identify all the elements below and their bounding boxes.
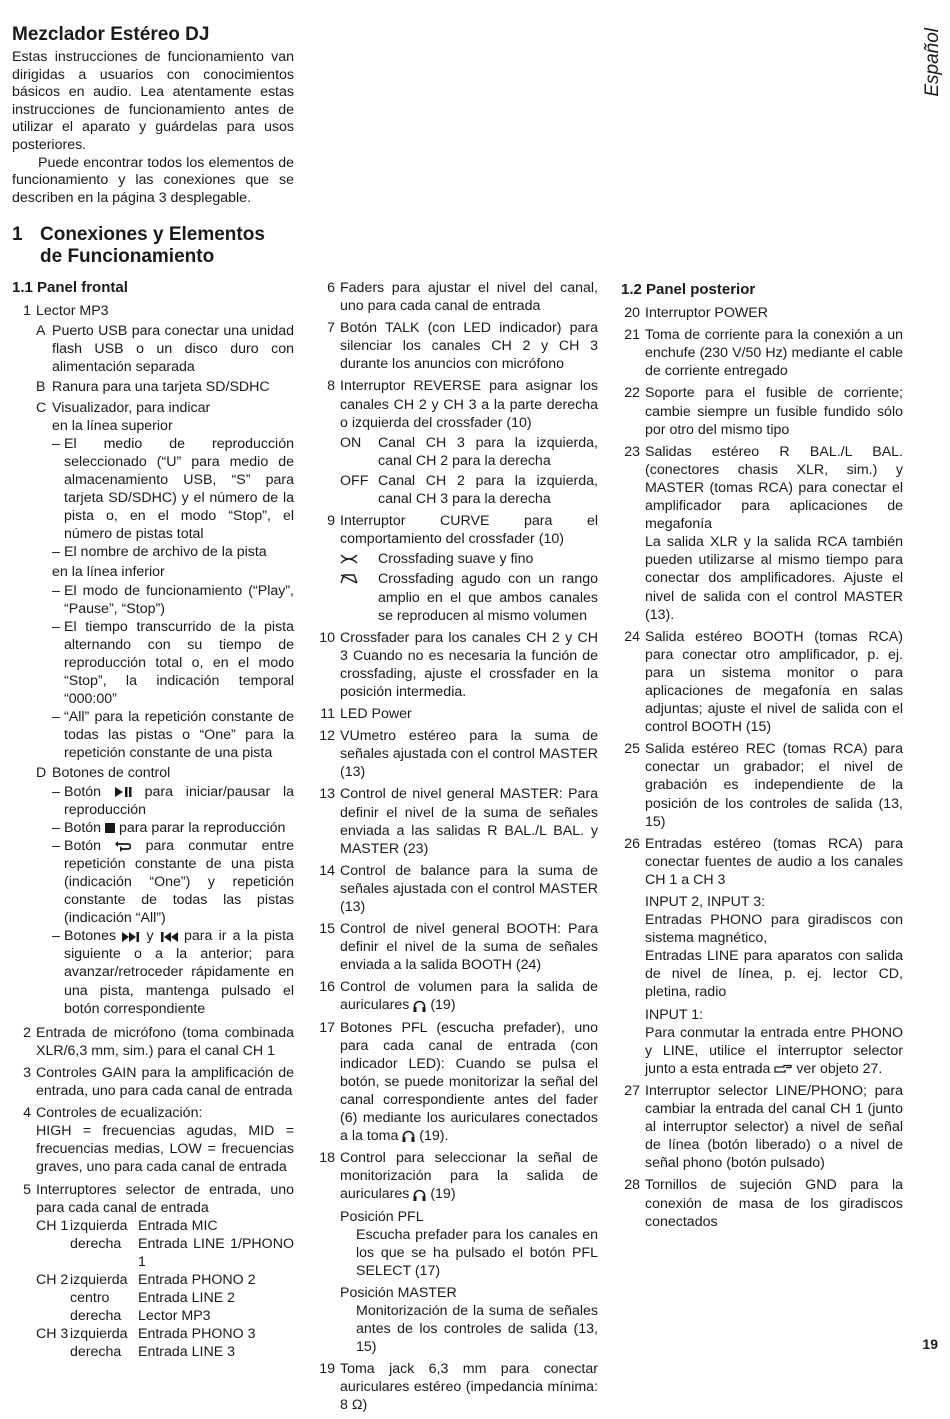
next-track-icon (122, 932, 140, 942)
item-1: 1 Lector MP3 A Puerto USB para conectar una unidad flash USB o un disco duro con alimentación separada B Ranura para una tarjeta SD/SDHC C Visualizador, para indicar en la línea superior – El medio de reproducción seleccionado (“U” para medio de almacenamiento USB, “S” para tarjeta SD/SDHC) y el número de la pista o, en el modo “Stop”, el número de pistas total – El nombre de archivo de la pista en la línea inferior – El modo de funcionamiento (“Play”, “Pause”, “Stop”) – El tiempo transcurrido de la pista alternando con su tiempo de reproducción total o, en el modo “Stop”, la indicación temporal “000:00” – “All” para la repetición constante de todas las pistas o “One” para la repetición constante de una pista D Botones de control – Botón para iniciar/pausar la reproducción – Botón para parar la reproducción – Botón para conmutar entre repetición constante de una pista (indicación “One”) y repetición constante de todas las pistas (indicación “All”) – Botones y para ir a la pista siguiente o a la anterior; para avanzar/retroceder rápidamente en una pista, mantenga pulsado el botón correspondiente (23, 303, 294, 1017)
table-cell: CH 3 (36, 1326, 69, 1343)
item-27: 27 Interruptor selector LINE/PHONO; para cambiar la entrada del canal CH 1 (junto al interruptor selector) a nivel de señal de línea (botón liberado) o a nivel de señal phono (botón pulsado) (624, 1082, 903, 1172)
column-1 (12, 279, 294, 1365)
table-cell: izquierda (70, 1326, 128, 1343)
headphones-icon (413, 1000, 426, 1012)
item-26: 26 Entradas estéreo (tomas RCA) para conectar fuentes de audio a los canales CH 1 a CH 3 INPUT 2, INPUT 3: Entradas PHONO para giradiscos con sistema magnético, Entradas LINE para aparatos con salida de nivel de línea, p. ej. lector CD, pletina, radio INPUT 1: Para conmutar la entrada entre PHONO y LINE, utilice el interruptor selector junto a esta entrada ver objeto 27. (624, 835, 903, 1077)
item-4: 4 Controles de ecualización: HIGH = frecuencias agudas, MID = frecuencias medias, LOW = frecuencias graves, uno para cada canal de entrada (23, 1105, 294, 1176)
table-cell: derecha (70, 1308, 122, 1325)
item-14: 14 Control de balance para la suma de señales ajustada con el control MASTER (13) (319, 862, 598, 915)
item-25: 25 Salida estéreo REC (tomas RCA) para conectar un grabador; el nivel de grabación es independiente de la posición de los controles de salida (13, 15) (624, 741, 903, 830)
document-title: Mezclador Estéreo DJ (12, 24, 210, 45)
table-cell: Entrada LINE 2 (138, 1290, 236, 1307)
repeat-icon (115, 841, 131, 852)
headphones-icon (413, 1189, 426, 1201)
previous-track-icon (160, 932, 178, 942)
section-heading (12, 224, 265, 268)
item-15: 15 Control de nivel general BOOTH: Para definir el nivel de la suma de señales enviada a la salida BOOTH (24) (319, 921, 598, 974)
item-7: 7 Botón TALK (con LED indicador) para silenciar los canales CH 2 y CH 3 durante los anuncios con micrófono (327, 320, 598, 373)
item-12: 12 VUmetro estéreo para la suma de señales ajustada con el control MASTER (13) (319, 728, 598, 781)
item-11: 11 LED Power (320, 706, 412, 723)
section-title-line1: Conexiones y Elementos (40, 224, 265, 245)
stop-icon (105, 823, 115, 833)
table-cell: izquierda (70, 1217, 128, 1234)
front-panel-heading: 1.1 Panel frontal (12, 279, 128, 296)
item-1c: C Visualizador, para indicar en la línea superior – El medio de reproducción seleccionado (“U” para medio de almacenamiento USB, “S” para tarjeta SD/SDHC) y el número de la pista o, en el modo “Stop”, el número de pistas total – El nombre de archivo de la pista en la línea inferior – El modo de funcionamiento (“Play”, “Pause”, “Stop”) – El tiempo transcurrido de la pista alternando con su tiempo de reproducción total o, en el modo “Stop”, la indicación temporal “000:00” – “All” para la repetición constante de todas las pistas o “One” para la repetición constante de una pista (36, 399, 294, 762)
item-1b: B Ranura para una tarjeta SD/SDHC (36, 379, 270, 396)
table-cell: Entrada LINE 1/PHONO 1 (138, 1235, 294, 1270)
item-13: 13 Control de nivel general MASTER: Para definir el nivel de la suma de señales enviada a las salidas R BAL./L BAL. y MASTER (23) (319, 786, 598, 857)
play-pause-icon (114, 787, 132, 797)
item-17: 17 Botones PFL (escucha prefader), uno para cada canal de entrada (con indicador LED): Cuando se pulsa el botón, se puede monitorizar la señal del canal correspondiente antes del fader (6) mediante los auriculares conectados a la toma (19). (319, 1019, 598, 1145)
smooth-curve-icon (340, 554, 358, 564)
table-cell (36, 1235, 70, 1271)
intro-paragraph-2: Puede encontrar todos los elementos de funcionamiento y las conexiones que se describen en la página 3 desplegable. (12, 154, 294, 206)
item-21: 21 Toma de corriente para la conexión a un enchufe (230 V/50 Hz) mediante el cable de corriente entregado (624, 327, 903, 380)
item-19: 19 Toma jack 6,3 mm para conectar auriculares estéreo (impedancia mínima: 8 Ω) (319, 1361, 598, 1414)
section-title-line2: de Funcionamiento (40, 246, 215, 267)
table-cell: CH 1 (36, 1217, 69, 1234)
intro-paragraph-1: Estas instrucciones de funcionamiento van dirigidas a usuarios con conocimientos básicos en audio. Lea atentamente estas instrucciones de funcionamiento antes de utilizar el aparato y guárdelas para usos posteriores. (12, 49, 294, 153)
table-cell: Lector MP3 (138, 1308, 211, 1325)
table-cell: derecha (70, 1235, 122, 1252)
item-18: 18 Control para seleccionar la señal de monitorización para la salida de auriculares (19) Posición PFL Escucha prefader para los canales en los que se ha pulsado el botón PFL SELECT (17) Posición MASTER Monitorización de la suma de señales antes de los controles de salida (13, 15) (319, 1150, 598, 1356)
page-number: 19 (922, 1336, 938, 1352)
item-24: 24 Salida estéreo BOOTH (tomas RCA) para conectar otro amplificador, p. ej. para un sistema monitor o para aplicaciones de megafonía en salas adjuntas; ajuste el nivel de salida con el control BOOTH (15) (624, 628, 903, 736)
input-selector-table (36, 1217, 294, 1362)
rear-panel-heading: 1.2 Panel posterior (621, 281, 756, 298)
column-2 (316, 279, 598, 1419)
section-number: 1 (12, 224, 23, 245)
pointing-hand-icon (774, 1064, 792, 1074)
column-3 (621, 281, 903, 1235)
item-3: 3 Controles GAIN para la amplificación de entrada, uno para cada canal de entrada (23, 1064, 294, 1100)
item-2: 2 Entrada de micrófono (toma combinada XLR/6,3 mm, sim.) para el canal CH 1 (23, 1024, 294, 1059)
item-10: 10 Crossfader para los canales CH 2 y CH 3 Cuando no es necesaria la función de crossfading, ajuste el crossfader en la posición intermedia. (319, 629, 598, 700)
item-6: 6 Faders para ajustar el nivel del canal, uno para cada canal de entrada (327, 280, 598, 315)
table-cell: CH 2 (36, 1271, 69, 1288)
table-cell (36, 1343, 70, 1361)
intro-text (12, 49, 294, 207)
item-9: 9 Interruptor CURVE para el comportamiento del crossfader (10) Crossfading suave y fino Crossfading agudo con un rango amplio en el que ambos canales se reproducen al mismo volumen (327, 513, 598, 624)
item-16: 16 Control de volumen para la salida de auriculares (19) (319, 979, 598, 1014)
item-5: 5 Interruptores selector de entrada, uno para cada canal de entrada CH 1 izquierda Entrada MIC derecha Entrada LINE 1/PHONO 1 CH 2 izquierda Entrada PHONO 2 centro Entrada LINE 2 derecha Lector MP3 CH 3 izquierda Entrada PHONO 3 derecha Entrada LINE 3 (23, 1181, 294, 1361)
table-cell: centro (70, 1290, 110, 1307)
table-cell: Entrada LINE 3 (138, 1344, 236, 1361)
item-28: 28 Tornillos de sujeción GND para la conexión de masa de los giradiscos conectados (624, 1177, 903, 1230)
headphones-icon (402, 1130, 415, 1142)
language-label: Español (922, 28, 943, 97)
table-cell (36, 1289, 70, 1307)
table-cell: Entrada PHONO 2 (138, 1271, 256, 1288)
sharp-curve-icon (340, 574, 358, 584)
table-cell: derecha (70, 1344, 122, 1361)
item-20: 20 Interruptor POWER (624, 305, 768, 322)
item-8: 8 Interruptor REVERSE para asignar los canales CH 2 y CH 3 a la parte derecha o izquierda del crossfader (10) ON Canal CH 3 para la izquierda, canal CH 2 para la derecha OFF Canal CH 2 para la izquierda, canal CH 3 para la derecha (327, 378, 598, 508)
item-1a: A Puerto USB para conectar una unidad flash USB o un disco duro con alimentación separada (36, 323, 294, 376)
table-cell: Entrada MIC (138, 1217, 218, 1234)
item-22: 22 Soporte para el fusible de corriente; cambie siempre un fusible fundido sólo por otro del mismo tipo (624, 385, 903, 438)
item-1d: D Botones de control – Botón para iniciar/pausar la reproducción – Botón para parar la reproducción – Botón para conmutar entre repetición constante de una pista (indicación “One”) y repetición constante de todas las pistas (indicación “All”) – Botones y para ir a la pista siguiente o a la anterior; para avanzar/retroceder rápidamente en una pista, mantenga pulsado el botón correspondiente (36, 765, 294, 1017)
table-cell: izquierda (70, 1271, 128, 1288)
table-cell (36, 1307, 70, 1325)
item-23: 23 Salidas estéreo R BAL./L BAL. (conectores chasis XLR, sim.) y MASTER (tomas RCA) para conectar el amplificador para aplicaciones de megafonía La salida XLR y la salida RCA también pueden utilizarse al mismo tiempo para conectar dos amplificadores. Ajuste el nivel de salida con el control MASTER (13). (624, 443, 903, 623)
table-cell: Entrada PHONO 3 (138, 1326, 256, 1343)
